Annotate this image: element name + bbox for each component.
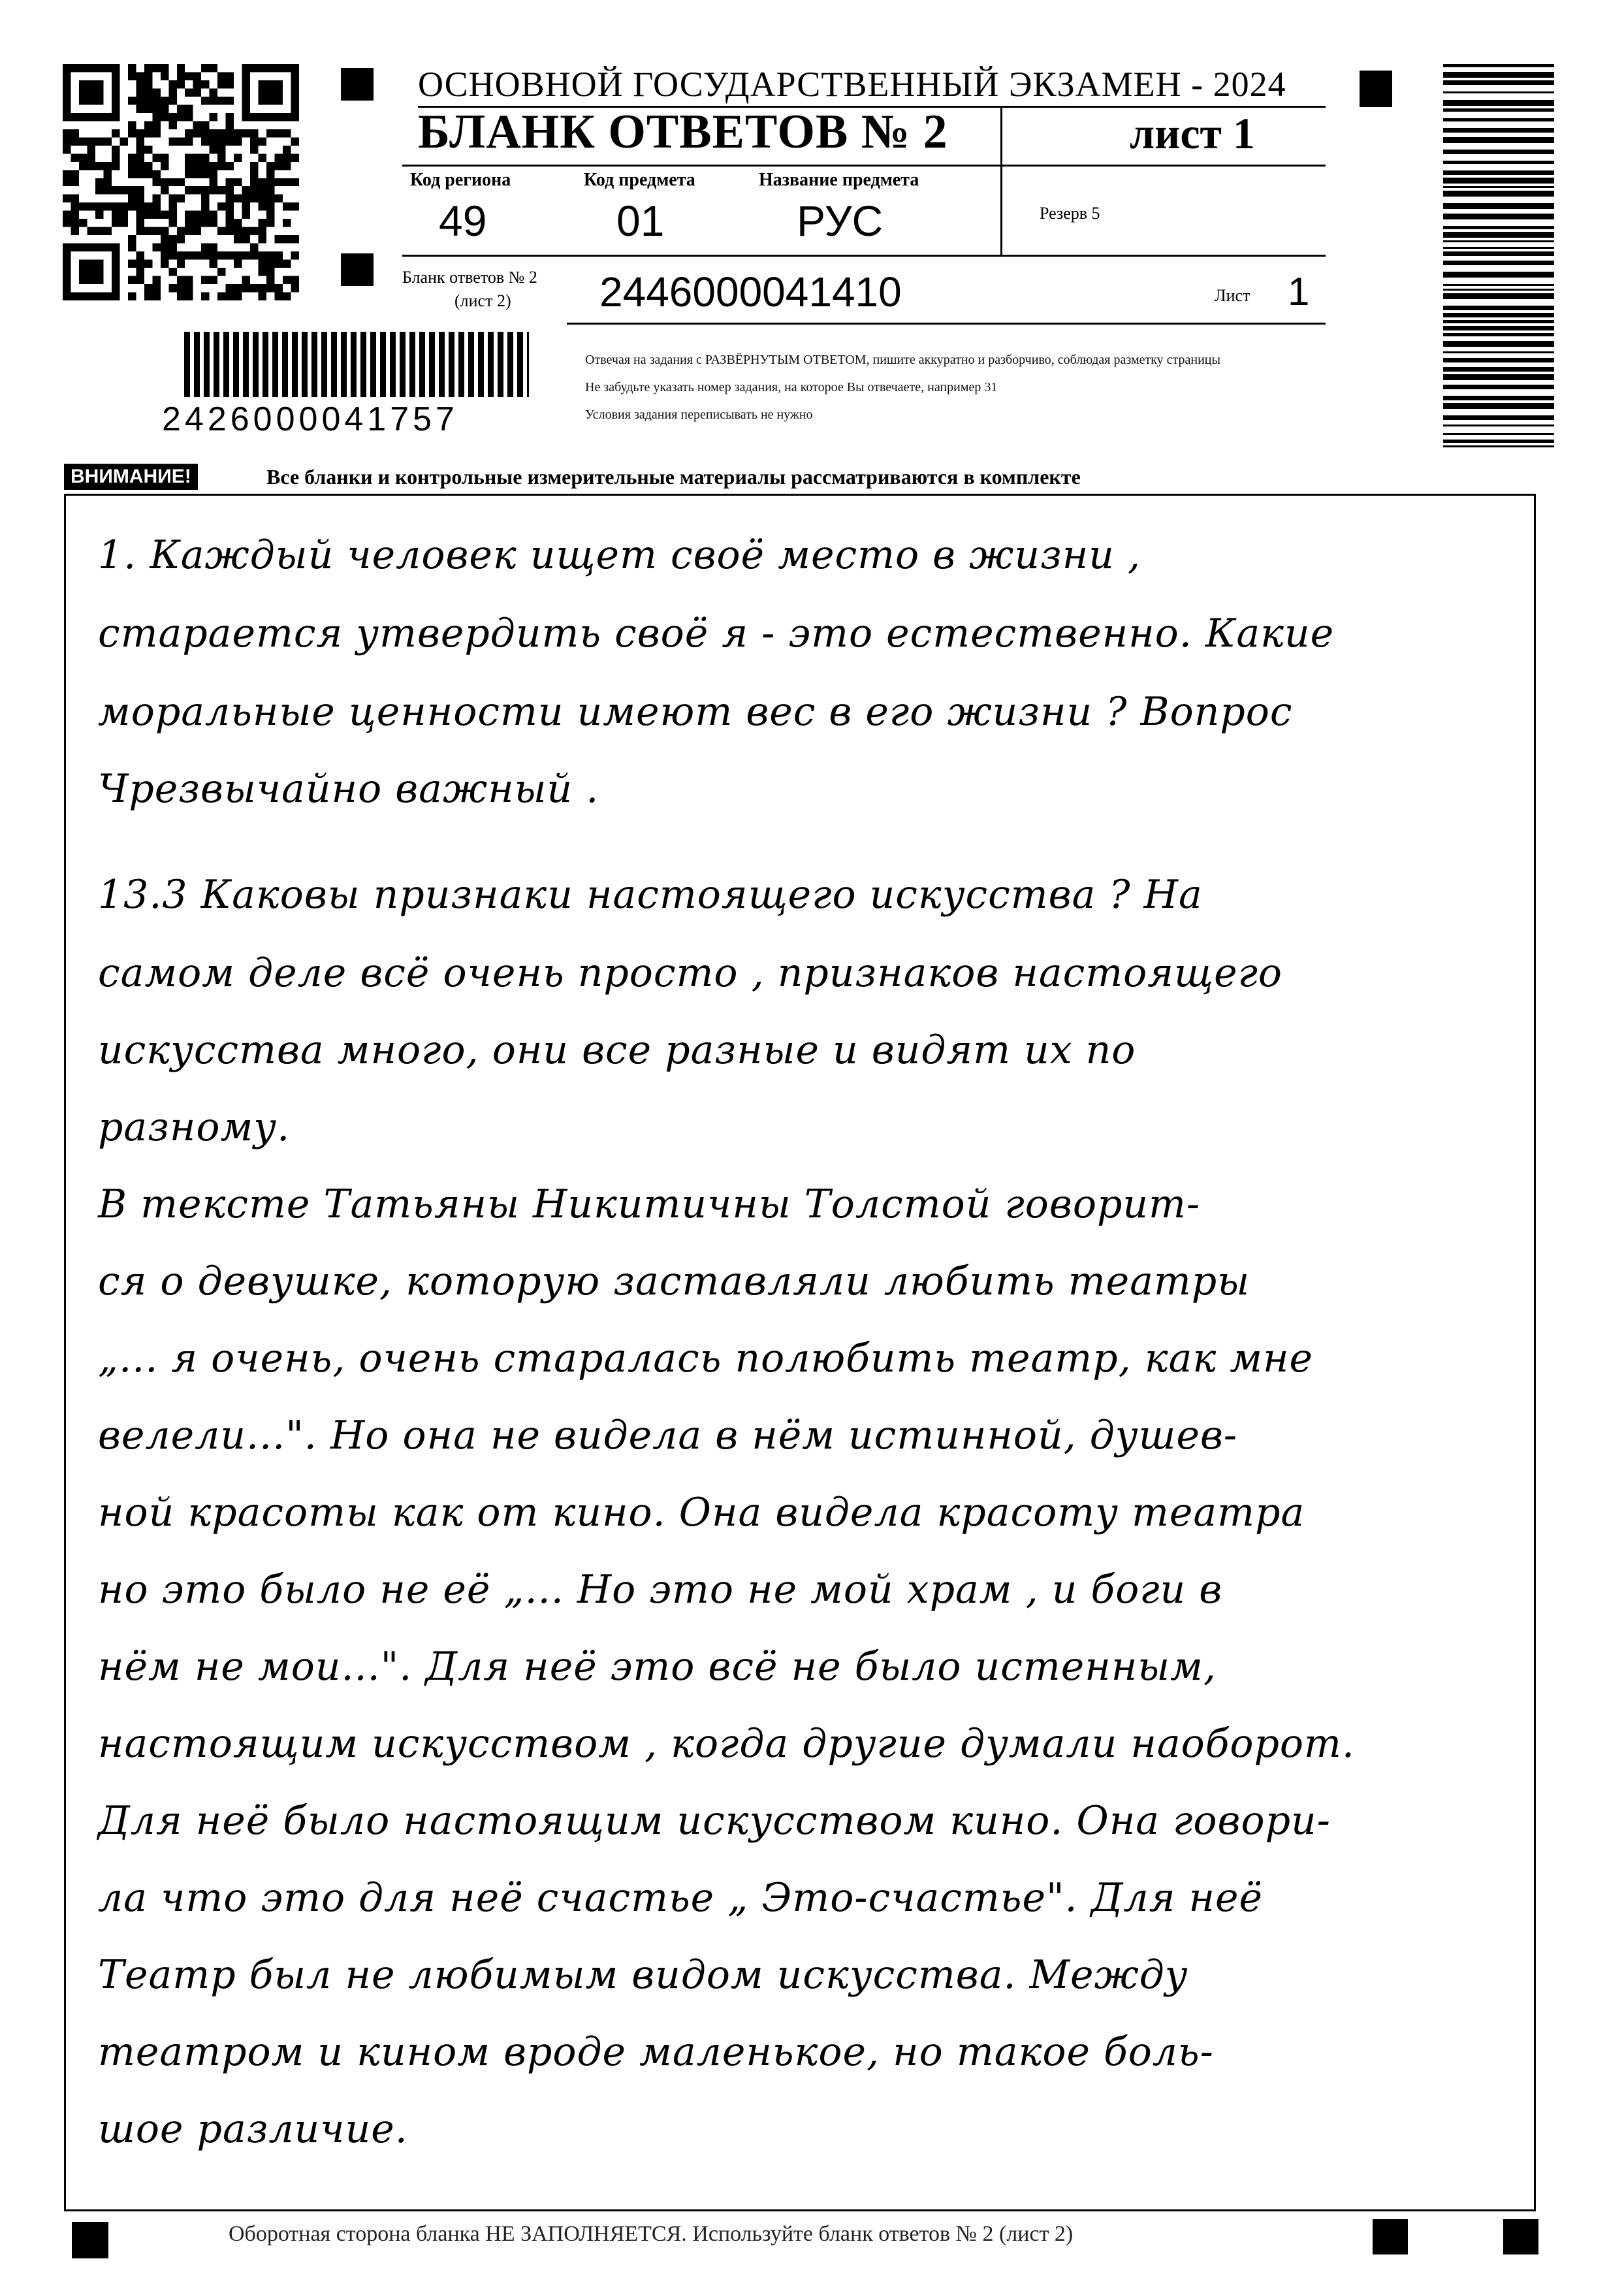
answer-line: В тексте Татьяны Никитичны Толстой говорит- [98,1181,1201,1227]
header-rule-mid [402,165,1326,167]
answer-line: Театр был не любимым видом искусства. Между [98,1952,1188,1998]
answer-line: велели...". Но она не видела в нём истинной, душев- [98,1413,1238,1458]
answer-line: ся о девушке, которую заставляли любить театры [98,1259,1250,1304]
instruction-line-2: Не забудьте указать номер задания, на которое Вы отвечаете, например 31 [585,380,998,394]
attention-badge: ВНИМАНИЕ! [64,464,198,490]
answer-line: настоящим искусством , когда другие думали наоборот. [98,1721,1356,1767]
subject-code-label: Код предмета [584,170,695,190]
subject-name-label: Название предмета [759,170,919,190]
horizontal-barcode [184,332,529,397]
corner-marker-bottom-right [1503,2219,1538,2254]
answer-line: старается утвердить своё я - это естественно. Какие [98,611,1335,656]
subject-name-value: РУС [797,197,884,245]
exam-title: ОСНОВНОЙ ГОСУДАРСТВЕННЫЙ ЭКЗАМЕН - 2024 [418,65,1286,104]
vertical-barcode [1443,64,1554,448]
corner-marker-top-right [1360,71,1392,107]
subject-code-value: 01 [616,197,665,245]
sheet-title: лист 1 [1130,108,1255,158]
answer-line: Чрезвычайно важный . [98,766,599,812]
corner-marker-bottom-mid [1373,2219,1408,2254]
answer-line: самом деле всё очень просто , признаков настоящего [98,950,1283,996]
header-rule-bottom [402,255,1326,257]
qr-code [63,64,299,300]
corner-marker-top-left [341,68,374,101]
answer-line: 13.3 Каковы признаки настоящего искусства ? На [98,872,1203,918]
form-title: БЛАНК ОТВЕТОВ № 2 [418,105,948,159]
corner-marker-bottom-left [72,2222,108,2258]
sheet-label: Лист [1215,286,1250,305]
answer-line: искусства много, они все разные и видят их по [98,1027,1136,1073]
answer-line: театром и кином вроде маленькое, но такое боль- [98,2029,1214,2075]
form-number-underline [567,323,1326,325]
answer-line: 1. Каждый человек ищет своё место в жизни , [98,532,1141,578]
barcode-number: 2426000041757 [162,400,458,438]
form-ref-label: Бланк ответов № 2 [402,268,537,287]
answer-line: нём не мои...". Для неё это всё не было истенным, [98,1644,1217,1690]
answer-line: ной красоты как от кино. Она видела красоту театра [98,1490,1305,1535]
sheet-value: 1 [1288,270,1310,313]
region-label: Код региона [410,170,511,190]
answer-line: Для неё было настоящим искусством кино. Она говори- [98,1798,1331,1844]
form-ref-sublabel: (лист 2) [454,291,511,310]
answer-line: разному. [98,1104,291,1150]
answer-line: но это было не её „... Но это не мой храм , и боги в [98,1567,1223,1612]
reserve-label: Резерв 5 [1040,204,1100,223]
instruction-line-3: Условия задания переписывать не нужно [585,408,813,422]
answer-line: шое различие. [98,2106,408,2152]
answer-line: моральные ценности имеют вес в его жизни ? Вопрос [98,689,1293,735]
footer-note: Оборотная сторона бланка НЕ ЗАПОЛНЯЕТСЯ. Используйте бланк ответов № 2 (лист 2) [229,2222,1074,2246]
attention-text: Все бланки и контрольные измерительные материалы рассматриваются в комплекте [266,465,1081,489]
form-number: 2446000041410 [599,268,902,315]
region-value: 49 [439,197,487,245]
instruction-line-1: Отвечая на задания с РАЗВЁРНУТЫМ ОТВЕТОМ, пишите аккуратно и разборчиво, соблюдая разметку страницы [585,353,1220,367]
corner-marker-mid-left [341,253,374,286]
answer-line: „... я очень, очень старалась полюбить театр, как мне [98,1336,1314,1381]
header-divider [1000,108,1002,255]
answer-line: ла что это для неё счастье „ Это-счастье". Для неё [98,1875,1264,1921]
